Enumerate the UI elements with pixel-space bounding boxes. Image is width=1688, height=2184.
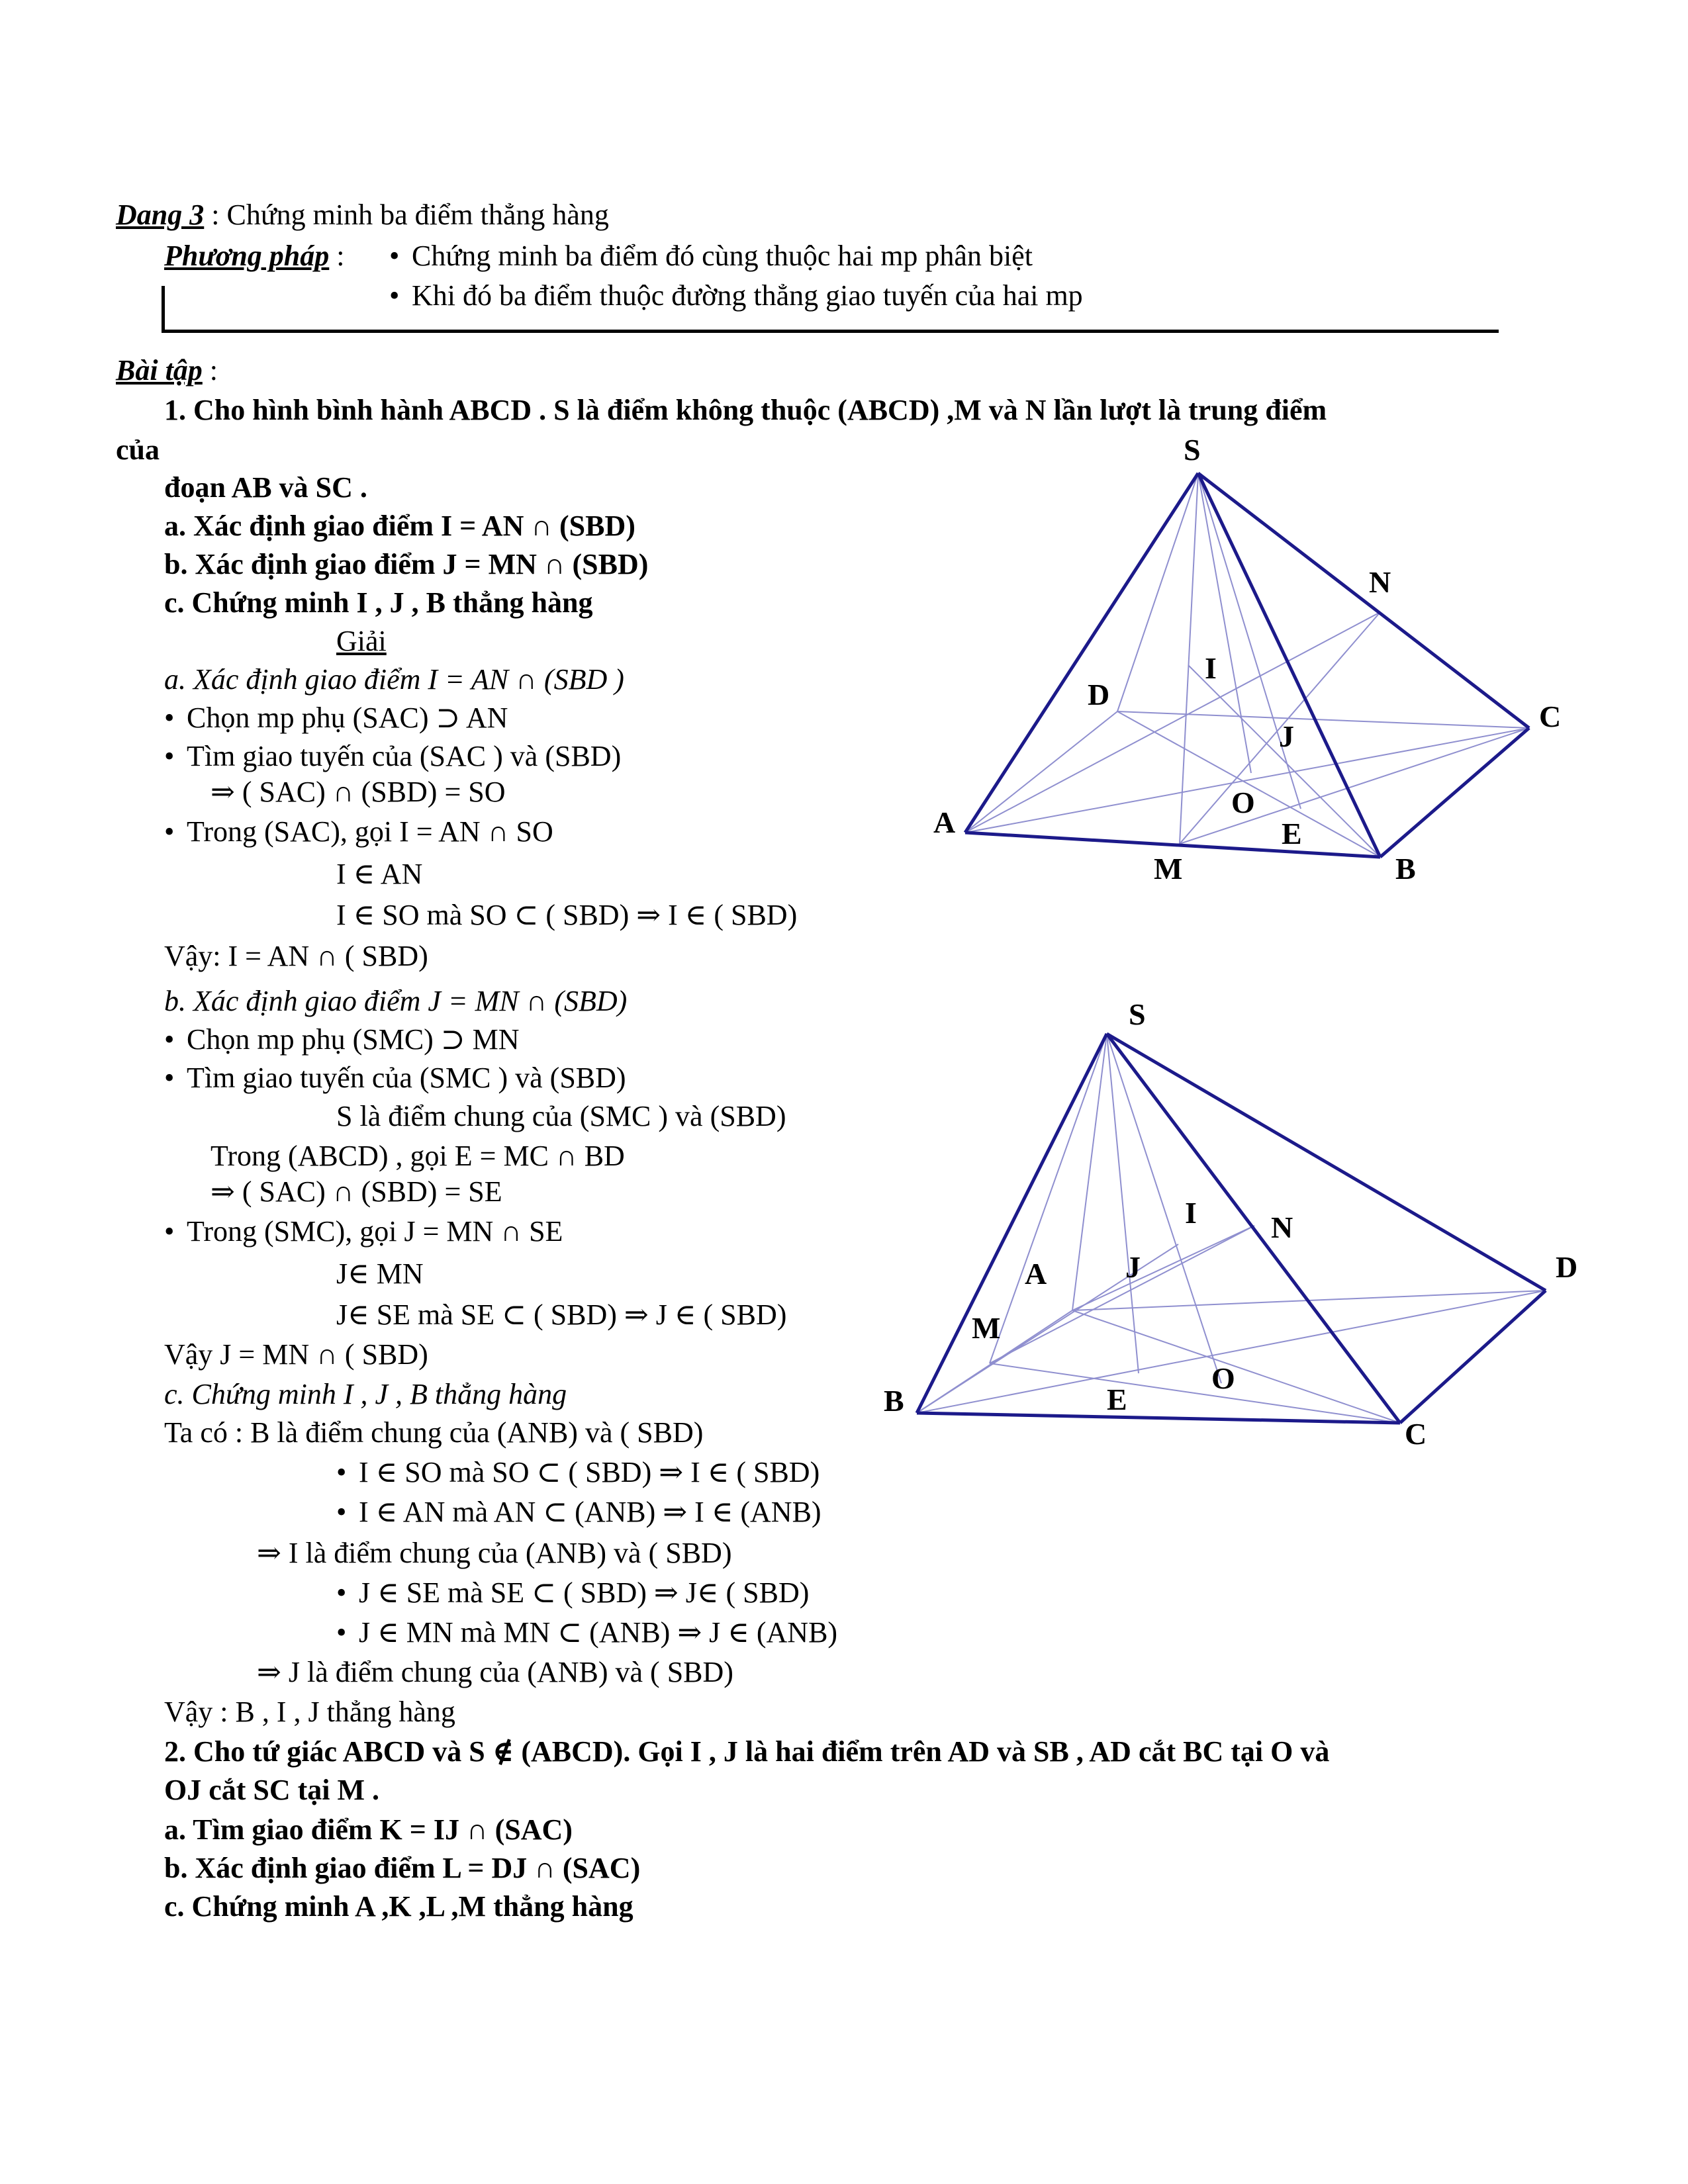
- part-b-line3: S là điểm chung của (SMC ) và (SBD): [336, 1100, 786, 1132]
- exercises-colon: :: [202, 354, 218, 387]
- part-b-line9: Vậy J = MN ∩ ( SBD): [164, 1338, 428, 1371]
- fig1-line-dc: [1117, 711, 1529, 728]
- fig1-label-n: N: [1369, 565, 1391, 599]
- fig2-line-an: [1072, 1226, 1254, 1310]
- fig2-edge-sc: [1107, 1034, 1400, 1423]
- fig2-line-mn: [990, 1226, 1254, 1363]
- fig2-label-j: J: [1125, 1250, 1141, 1284]
- fig1-line-da: [965, 711, 1117, 833]
- fig1-label-m: M: [1154, 852, 1183, 886]
- part-c-line4: ⇒ I là điểm chung của (ANB) và ( SBD): [257, 1537, 732, 1569]
- method-item-2: • Khi đó ba điểm thuộc đường thẳng giao tuyến của hai mp: [389, 279, 1083, 312]
- part-a-line1: • Chọn mp phụ (SAC) ⊃ AN: [164, 702, 508, 735]
- part-a-line5: I ∈ AN: [336, 858, 423, 890]
- fig1-edge-sa: [965, 473, 1198, 833]
- part-a-line2: • Tìm giao tuyến của (SAC ) và (SBD): [164, 740, 621, 773]
- p1-line1: 1. Cho hình bình hành ABCD . S là điểm không thuộc (ABCD) ,M và N lần lượt là trung điểm: [164, 394, 1327, 426]
- fig2-label-m: M: [972, 1311, 1001, 1345]
- part-c-line8: Vậy : B , I , J thẳng hàng: [164, 1696, 455, 1728]
- fig1-line-db: [1117, 711, 1380, 857]
- fig2-line-mc: [990, 1363, 1400, 1423]
- fig2-label-o: O: [1211, 1361, 1235, 1395]
- part-c-line1: Ta có : B là điểm chung của (ANB) và ( SBD): [164, 1416, 704, 1449]
- part-a-title: a. Xác định giao điểm I = AN ∩ (SBD ): [164, 663, 624, 696]
- fig2-line-sa: [1072, 1034, 1107, 1310]
- fig1-line-se: [1198, 473, 1301, 809]
- part-b-line4: Trong (ABCD) , gọi E = MC ∩ BD: [211, 1140, 625, 1172]
- part-c-line2: • I ∈ SO mà SO ⊂ ( SBD) ⇒ I ∈ ( SBD): [336, 1456, 820, 1489]
- method-label: Phương pháp: [164, 240, 330, 272]
- p2-question-b: b. Xác định giao điểm L = DJ ∩ (SAC): [164, 1852, 641, 1884]
- fig2-label-e: E: [1107, 1383, 1127, 1416]
- fig2-line-so: [1107, 1034, 1221, 1383]
- part-a-line3: ⇒ ( SAC) ∩ (SBD) = SO: [211, 776, 506, 808]
- fig1-label-i: I: [1205, 651, 1217, 685]
- fig2-label-i: I: [1185, 1196, 1197, 1230]
- part-b-line5: ⇒ ( SAC) ∩ (SBD) = SE: [211, 1175, 502, 1208]
- fig1-label-o: O: [1231, 786, 1255, 819]
- fig2-label-c: C: [1405, 1417, 1427, 1451]
- fig1-line-sd: [1117, 473, 1198, 711]
- method-item-1: • Chứng minh ba điểm đó cùng thuộc hai mp phân biệt: [389, 240, 1033, 273]
- part-b-line1: • Chọn mp phụ (SMC) ⊃ MN: [164, 1023, 520, 1056]
- fig1-label-d: D: [1088, 678, 1110, 711]
- fig2-line-sm: [990, 1034, 1107, 1363]
- dang-label: Dang 3: [116, 199, 205, 231]
- dang-text: : Chứng minh ba điểm thẳng hàng: [204, 199, 609, 231]
- p1-question-c: c. Chứng minh I , J , B thẳng hàng: [164, 586, 593, 619]
- fig2-label-n: N: [1271, 1210, 1293, 1244]
- fig1-label-j: J: [1279, 719, 1294, 753]
- part-a-line6: I ∈ SO mà SO ⊂ ( SBD) ⇒ I ∈ ( SBD): [336, 899, 798, 931]
- solution-label: Giải: [336, 625, 387, 657]
- p1-line2: của: [116, 433, 160, 466]
- fig2-edge-sd: [1107, 1034, 1546, 1291]
- fig2-edge-cd: [1400, 1291, 1546, 1423]
- fig1-line-sm: [1180, 473, 1198, 844]
- exercises-title: Bài tập: [116, 354, 203, 387]
- part-c-line3: • I ∈ AN mà AN ⊂ (ANB) ⇒ I ∈ (ANB): [336, 1496, 821, 1529]
- p2-line1: 2. Cho tứ giác ABCD và S ∉ (ABCD). Gọi I , J là hai điểm trên AD và SB , AD cắt BC tại O và: [164, 1735, 1330, 1768]
- fig1-edge-sb: [1198, 473, 1380, 857]
- fig2-label-s: S: [1129, 997, 1146, 1031]
- fig1-line-so: [1198, 473, 1251, 773]
- p1-question-a: a. Xác định giao điểm I = AN ∩ (SBD): [164, 510, 635, 542]
- part-a-line4: • Trong (SAC), gọi I = AN ∩ SO: [164, 815, 553, 848]
- part-b-line6: • Trong (SMC), gọi J = MN ∩ SE: [164, 1215, 563, 1248]
- fig1-edge-bc: [1380, 728, 1529, 857]
- fig1-label-s: S: [1184, 433, 1201, 467]
- fig2-label-d: D: [1556, 1250, 1578, 1284]
- p2-question-c: c. Chứng minh A ,K ,L ,M thẳng hàng: [164, 1890, 633, 1923]
- part-c-title: c. Chứng minh I , J , B thẳng hàng: [164, 1378, 567, 1410]
- fig2-edge-sb: [917, 1034, 1107, 1413]
- part-b-line2: • Tìm giao tuyến của (SMC ) và (SBD): [164, 1062, 626, 1095]
- fig1-label-e: E: [1282, 817, 1302, 850]
- fig2-edge-bc: [917, 1413, 1400, 1423]
- p2-line2: OJ cắt SC tại M .: [164, 1774, 380, 1806]
- p1-line3: đoạn AB và SC .: [164, 471, 367, 504]
- fig1-label-b: B: [1395, 852, 1416, 886]
- fig1-label-a: A: [933, 805, 956, 839]
- method-sep: :: [329, 240, 345, 272]
- part-c-line5: • J ∈ SE mà SE ⊂ ( SBD) ⇒ J∈ ( SBD): [336, 1576, 809, 1610]
- fig1-edge-sc: [1198, 473, 1529, 728]
- part-b-line7: J∈ MN: [336, 1257, 424, 1290]
- fig2-label-a: A: [1025, 1257, 1047, 1291]
- part-b-line8: J∈ SE mà SE ⊂ ( SBD) ⇒ J ∈ ( SBD): [336, 1298, 787, 1331]
- fig1-label-c: C: [1539, 700, 1562, 733]
- p1-question-b: b. Xác định giao điểm J = MN ∩ (SBD): [164, 548, 649, 580]
- fig2-line-se: [1107, 1034, 1139, 1373]
- part-b-title: b. Xác định giao điểm J = MN ∩ (SBD): [164, 985, 628, 1017]
- part-c-line7: ⇒ J là điểm chung của (ANB) và ( SBD): [257, 1656, 733, 1688]
- fig2-label-b: B: [884, 1384, 904, 1418]
- p2-question-a: a. Tìm giao điểm K = IJ ∩ (SAC): [164, 1813, 573, 1846]
- part-a-line7: Vậy: I = AN ∩ ( SBD): [164, 940, 428, 972]
- part-c-line6: • J ∈ MN mà MN ⊂ (ANB) ⇒ J ∈ (ANB): [336, 1616, 837, 1649]
